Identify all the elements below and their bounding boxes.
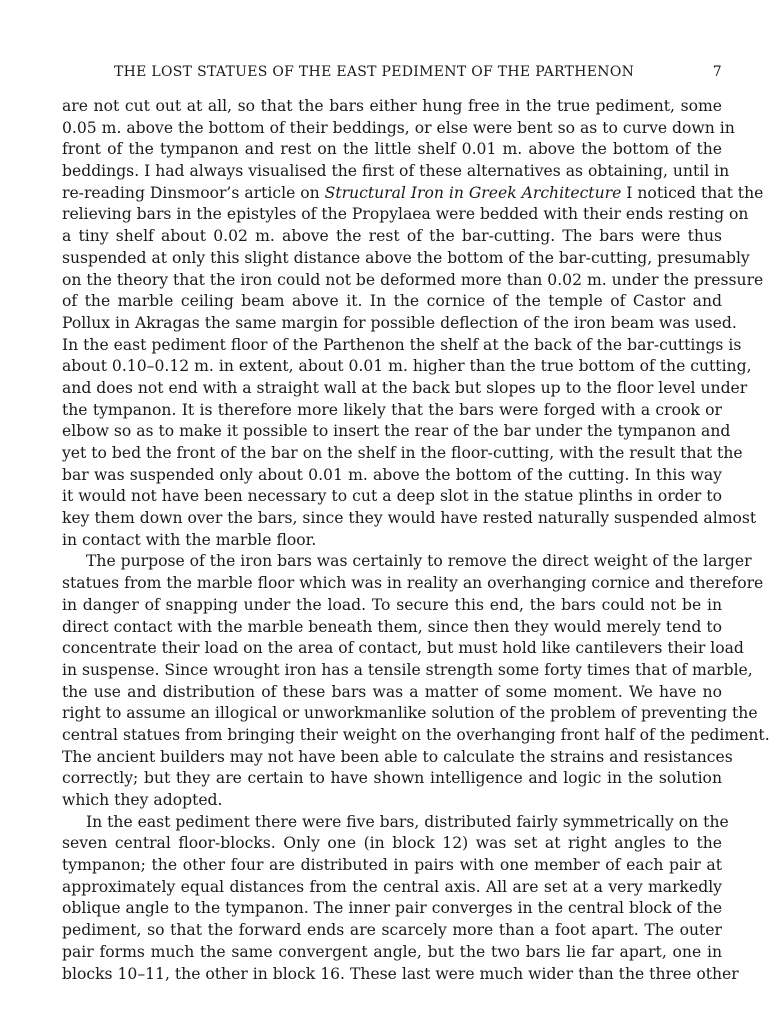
text-line: approximately equal distances from the central axis. All are set at a very markedly	[62, 877, 722, 896]
text-line: The ancient builders may not have been able to calculate the strains and resistances	[62, 747, 733, 766]
text-line: in danger of snapping under the load. To secure this end, the bars could not be in	[62, 595, 722, 614]
text-line: are not cut out at all, so that the bars either hung free in the true pediment, some	[62, 97, 722, 115]
text-line: of the marble ceiling beam above it. In the cornice of the temple of Castor and	[62, 292, 722, 311]
text-line: concentrate their load on the area of contact, but must hold like cantilevers their load	[62, 639, 744, 658]
text-line: it would not have been necessary to cut a deep slot in the statue plinths in order to	[62, 487, 722, 506]
text-line: the use and distribution of these bars was a matter of some moment. We have no	[62, 682, 722, 701]
paragraph-1	[62, 96, 764, 551]
text-line: the tympanon. It is therefore more likely that the bars were forged with a crook or	[62, 400, 722, 419]
body-text	[62, 96, 770, 985]
text-line: bar was suspended only about 0.01 m. above the bottom of the cutting. In this way	[62, 465, 722, 484]
paragraph-2	[62, 551, 770, 811]
text-line: on the theory that the iron could not be deformed more than 0.02 m. under the pressure	[62, 270, 764, 289]
text-line: key them down over the bars, since they would have rested naturally suspended almost	[62, 509, 757, 528]
text-line: In the east pediment there were five bars, distributed fairly symmetrically on the	[86, 812, 729, 831]
text-line: blocks 10–11, the other in block 16. These last were much wider than the three other	[62, 964, 739, 983]
text-line: beddings. I had always visualised the first of these alternatives as obtaining, until in	[62, 162, 730, 181]
text-line: The purpose of the iron bars was certainly to remove the direct weight of the larger	[86, 552, 752, 571]
text-line: tympanon; the other four are distributed in pairs with one member of each pair at	[62, 856, 722, 875]
text-line: which they adopted.	[62, 791, 223, 809]
text-line: central statues from bringing their weight on the overhanging front half of the pediment.	[62, 725, 770, 744]
paragraph-3	[62, 812, 739, 986]
text-line: yet to bed the front of the bar on the shelf in the floor-cutting, with the result that the	[62, 444, 743, 462]
text-line: and does not end with a straight wall at the back but slopes up to the floor level under	[62, 378, 748, 397]
line-text: re-reading Dinsmoor’s article on	[62, 183, 325, 202]
line-text: I noticed that the	[621, 183, 764, 202]
text-line: correctly; but they are certain to have shown intelligence and logic in the solution	[62, 769, 722, 788]
text-line: front of the tympanon and rest on the little shelf 0.01 m. above the bottom of the	[62, 140, 722, 159]
text-line: pediment, so that the forward ends are scarcely more than a foot apart. The outer	[62, 921, 722, 940]
text-line: direct contact with the marble beneath them, since then they would merely tend to	[62, 617, 722, 636]
text-line: about 0.10–0.12 m. in extent, about 0.01 m. higher than the true bottom of the cutting,	[62, 357, 752, 376]
page-number: 7	[712, 64, 722, 80]
running-head	[62, 60, 722, 84]
text-line: oblique angle to the tympanon. The inner pair converges in the central block of the	[62, 899, 723, 918]
text-line: pair forms much the same convergent angle, but the two bars lie far apart, one in	[62, 942, 722, 961]
italic-title: Structural Iron in Greek Architecture	[324, 183, 622, 202]
text-line: in contact with the marble floor.	[62, 530, 317, 549]
page	[62, 60, 770, 985]
text-line: In the east pediment floor of the Parthenon the shelf at the back of the bar-cuttings is	[62, 335, 742, 354]
text-line: in suspense. Since wrought iron has a tensile strength some forty times that of marble,	[62, 660, 753, 679]
text-line: 0.05 m. above the bottom of their beddings, or else were bent so as to curve down in	[62, 118, 735, 137]
text-line: suspended at only this slight distance above the bottom of the bar-cutting, presumably	[62, 248, 750, 267]
text-line: statues from the marble floor which was in reality an overhanging cornice and therefore	[62, 574, 764, 593]
running-title: THE LOST STATUES OF THE EAST PEDIMENT OF THE PARTHENON	[114, 64, 635, 80]
text-line: seven central floor-blocks. Only one (in block 12) was set at right angles to the	[62, 834, 722, 853]
text-line: right to assume an illogical or unworkmanlike solution of the problem of preventing the	[62, 704, 758, 723]
text-line: relieving bars in the epistyles of the Propylaea were bedded with their ends resting on	[62, 205, 749, 224]
text-line: a tiny shelf about 0.02 m. above the rest of the bar-cutting. The bars were thus	[62, 227, 722, 246]
text-line: elbow so as to make it possible to insert the rear of the bar under the tympanon and	[62, 422, 731, 441]
text-line	[62, 183, 764, 205]
text-line: Pollux in Akragas the same margin for possible deflection of the iron beam was used.	[62, 313, 737, 332]
